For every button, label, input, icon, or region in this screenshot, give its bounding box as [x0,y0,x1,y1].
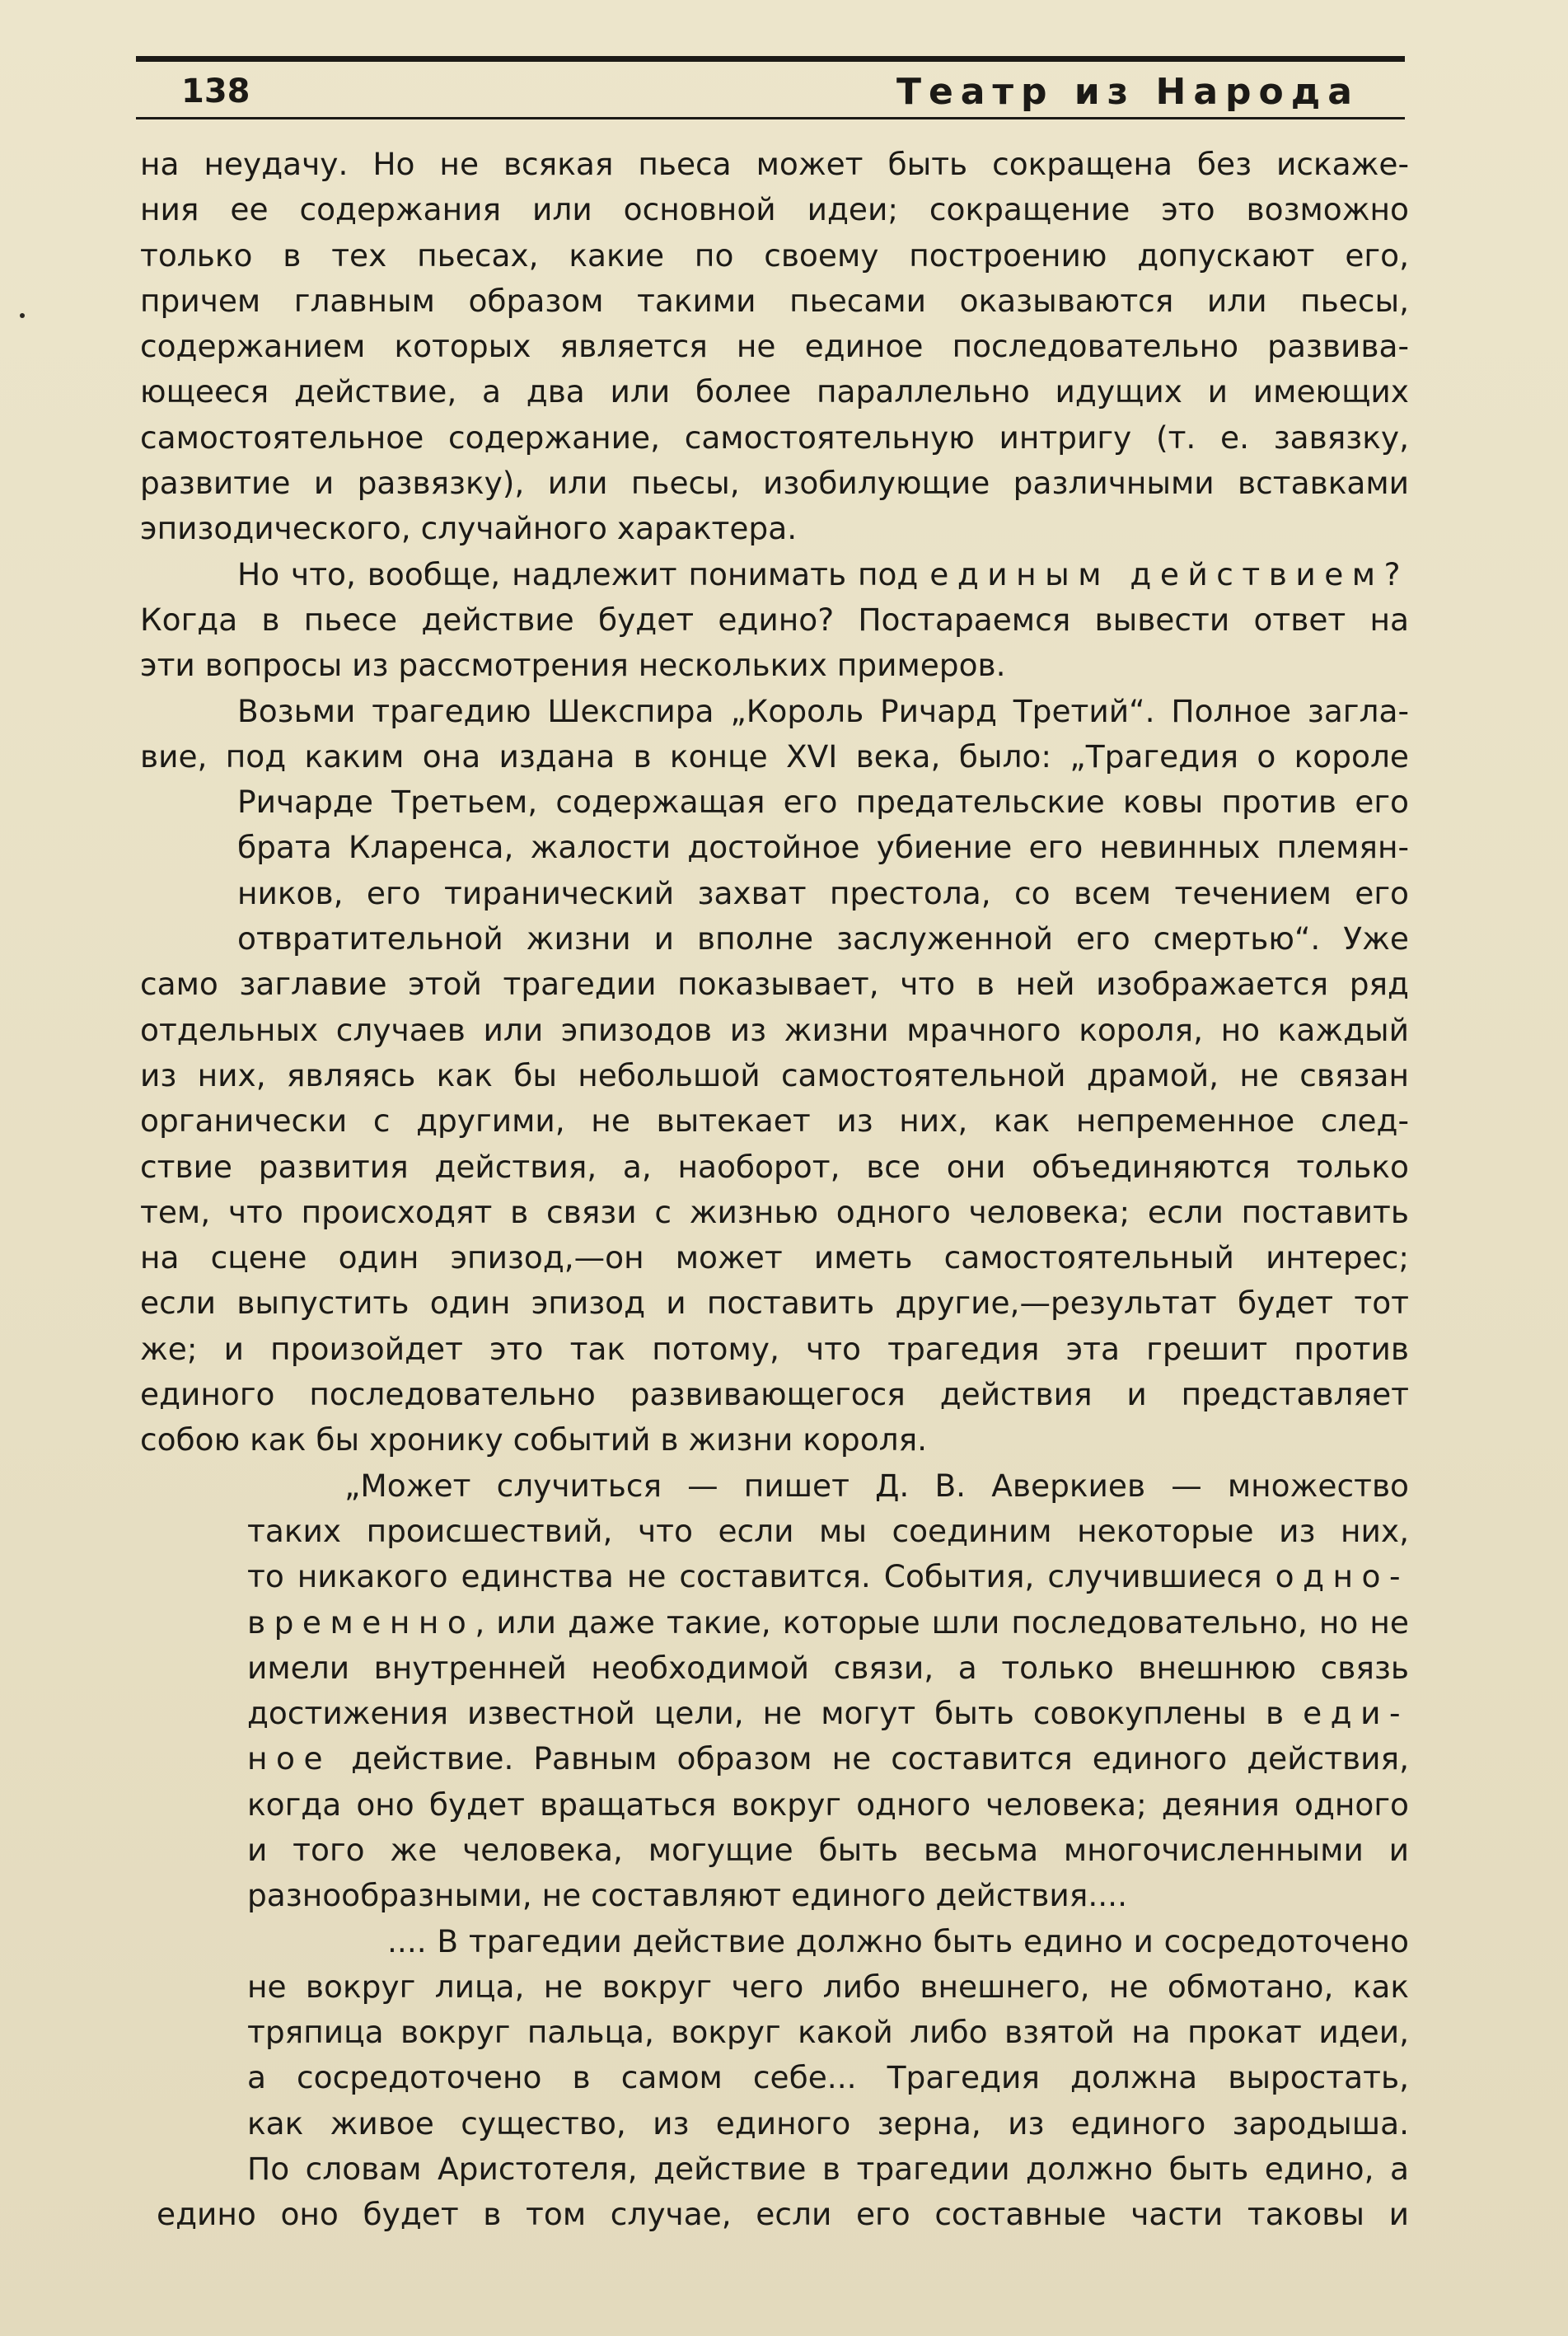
text-line [140,142,1409,187]
text-line [140,1280,1409,1326]
text-segment: когда оно будет вращаться вокруг одного человека; деяния одного [247,1786,1409,1823]
text-line [140,1554,1409,1599]
text-line [140,1190,1409,1235]
text-line [140,506,1409,551]
text-segment: не вокруг лица, не вокруг чего либо внешнего, не обмотано, как [247,1968,1409,2005]
text-segment: , или даже такие, которые шли последовательно, но не [475,1603,1409,1641]
text-segment: ников, его тиранический захват престола, со всем течением его [237,874,1409,911]
text-segment: и того же человека, могущие быть весьма многочисленными и [247,1831,1409,1868]
text-line [140,734,1409,779]
text-segment: ния ее содержания или основной идеи; сокращение это возможно [140,191,1409,228]
text-line [140,1098,1409,1144]
text-line [140,597,1409,643]
text-segment: отвратительной жизни и вполне заслуженной его смертью“. Уже [237,920,1409,957]
text-line [140,689,1409,734]
text-line [140,2010,1409,2055]
text-line [140,825,1409,870]
text-segment: брата Кларенса, жалости достойное убиение его невинных племян- [237,829,1409,866]
text-line [140,233,1409,279]
text-segment: тем, что происходят в связи с жизнью одного человека; если поставить [140,1193,1409,1230]
text-line [140,1600,1409,1645]
text-segment: самостоятельное содержание, самостоятельную интригу (т. е. завязку, [140,419,1409,456]
text-line [140,1873,1409,1918]
text-segment: то никакого единства не составится. События, случившиеся [247,1558,1275,1595]
text-line [140,1372,1409,1417]
text-segment: а сосредоточено в самом себе... Трагедия должна выростать, [247,2059,1409,2096]
text-line [140,279,1409,324]
text-line [140,1053,1409,1098]
text-segment: имели внутренней необходимой связи, а только внешнюю связь [247,1649,1409,1686]
text-line [140,871,1409,916]
text-line [140,1327,1409,1372]
text-segment: развитие и развязку), или пьесы, изобилующие различными вставками [140,465,1409,502]
text-line [140,1645,1409,1691]
text-segment: как живое существо, из единого зерна, из единого зародыша. [247,2104,1409,2142]
text-segment: Но что, вообще, надлежит понимать под [237,555,930,592]
text-segment: „Может случиться — пишет Д. В. Аверкиев — множество [344,1467,1409,1504]
text-segment: если выпустить один эпизод и поставить другие,—результат будет тот [140,1285,1409,1322]
text-segment: .... В трагедии действие должно быть едино и сосредоточено [387,1922,1409,1959]
text-line [140,1235,1409,1280]
text-segment: достижения известной цели, не могут быть совокуплены в [247,1695,1304,1732]
text-segment: содержанием которых является не единое последовательно развива- [140,328,1409,365]
text-segment: эти вопросы из рассмотрения нескольких примеров. [140,647,1006,684]
text-segment: эпизодического, случайного характера. [140,510,798,547]
text-line [140,1463,1409,1509]
text-line [140,369,1409,414]
header-rule-bottom [136,117,1405,119]
text-segment: Возьми трагедию Шекспира „Король Ричард Третий“. Полное загла- [237,692,1409,729]
body-text [140,142,1409,2238]
spaced-emphasis: единым действием? [929,555,1409,592]
text-line [140,1828,1409,1873]
text-line [140,643,1409,688]
text-segment: же; и произойдет это так потому, что трагедия эта грешит против [140,1330,1409,1367]
text-line [140,1145,1409,1190]
spaced-emphasis: одно- [1275,1558,1409,1595]
text-line [140,552,1409,597]
text-line [140,1691,1409,1736]
text-segment: причем главным образом такими пьесами оказываются или пьесы, [140,282,1409,319]
text-segment: Когда в пьесе действие будет едино? Постараемся вывести ответ на [140,601,1409,638]
text-line [140,1782,1409,1828]
text-line [140,2055,1409,2100]
text-segment: разнообразными, не составляют единого действия.... [247,1877,1128,1914]
text-segment: на неудачу. Но не всякая пьеса может быть сокращена без искаже- [140,146,1409,182]
text-segment: органически с другими, не вытекает из них, как непременное след- [140,1102,1409,1140]
text-line [140,461,1409,506]
text-segment: отдельных случаев или эпизодов из жизни мрачного короля, но каждый [140,1011,1409,1048]
text-segment: Ричарде Третьем, содержащая его предательские ковы против его [237,784,1409,821]
text-line [140,415,1409,461]
text-segment: само заглавие этой трагедии показывает, что в ней изображается ряд [140,966,1409,1003]
spaced-emphasis: временно [247,1603,475,1641]
text-line [140,1919,1409,1964]
text-segment: собою как бы хронику событий в жизни короля. [140,1421,928,1458]
text-line [140,2192,1409,2237]
text-line [140,1509,1409,1554]
ink-speck [20,313,25,318]
text-segment: только в тех пьесах, какие по своему построению допускают его, [140,236,1409,274]
text-segment: По словам Аристотеля, действие в трагедии должно быть едино, а [247,2151,1409,2188]
text-segment: ствие развития действия, а, наоборот, все они объединяются только [140,1148,1409,1185]
text-line [140,1964,1409,2010]
page-header [181,69,1360,119]
header-rule-top [136,56,1405,62]
text-line [140,916,1409,962]
text-segment: ющееся действие, а два или более параллельно идущих и имеющих [140,373,1409,410]
text-line [140,1008,1409,1053]
page-number: 138 [181,73,250,110]
text-segment: едино оно будет в том случае, если его составные части таковы и [157,2196,1409,2233]
text-line [140,324,1409,369]
text-line [140,187,1409,232]
running-title: Театр из Народа [896,71,1360,113]
text-line [140,2146,1409,2192]
text-line [140,1417,1409,1463]
text-line [140,779,1409,825]
text-line [140,1736,1409,1781]
text-segment: из них, являясь как бы небольшой самостоятельной драмой, не связан [140,1056,1409,1093]
text-line [140,962,1409,1007]
text-segment: вие, под каким она издана в конце XVI века, было: „Трагедия о короле [140,737,1409,775]
text-segment: единого последовательно развивающегося действия и представляет [140,1376,1409,1413]
text-segment: тряпица вокруг пальца, вокруг какой либо взятой на прокат идеи, [247,2014,1409,2051]
text-segment: на сцене один эпизод,—он может иметь самостоятельный интерес; [140,1239,1409,1276]
spaced-emphasis: ное [247,1740,332,1777]
spaced-emphasis: еди- [1303,1695,1409,1732]
text-segment: таких происшествий, что если мы соединим некоторые из них, [247,1512,1409,1549]
text-segment: действие. Равным образом не составится единого действия, [331,1740,1409,1777]
text-line [140,2101,1409,2146]
